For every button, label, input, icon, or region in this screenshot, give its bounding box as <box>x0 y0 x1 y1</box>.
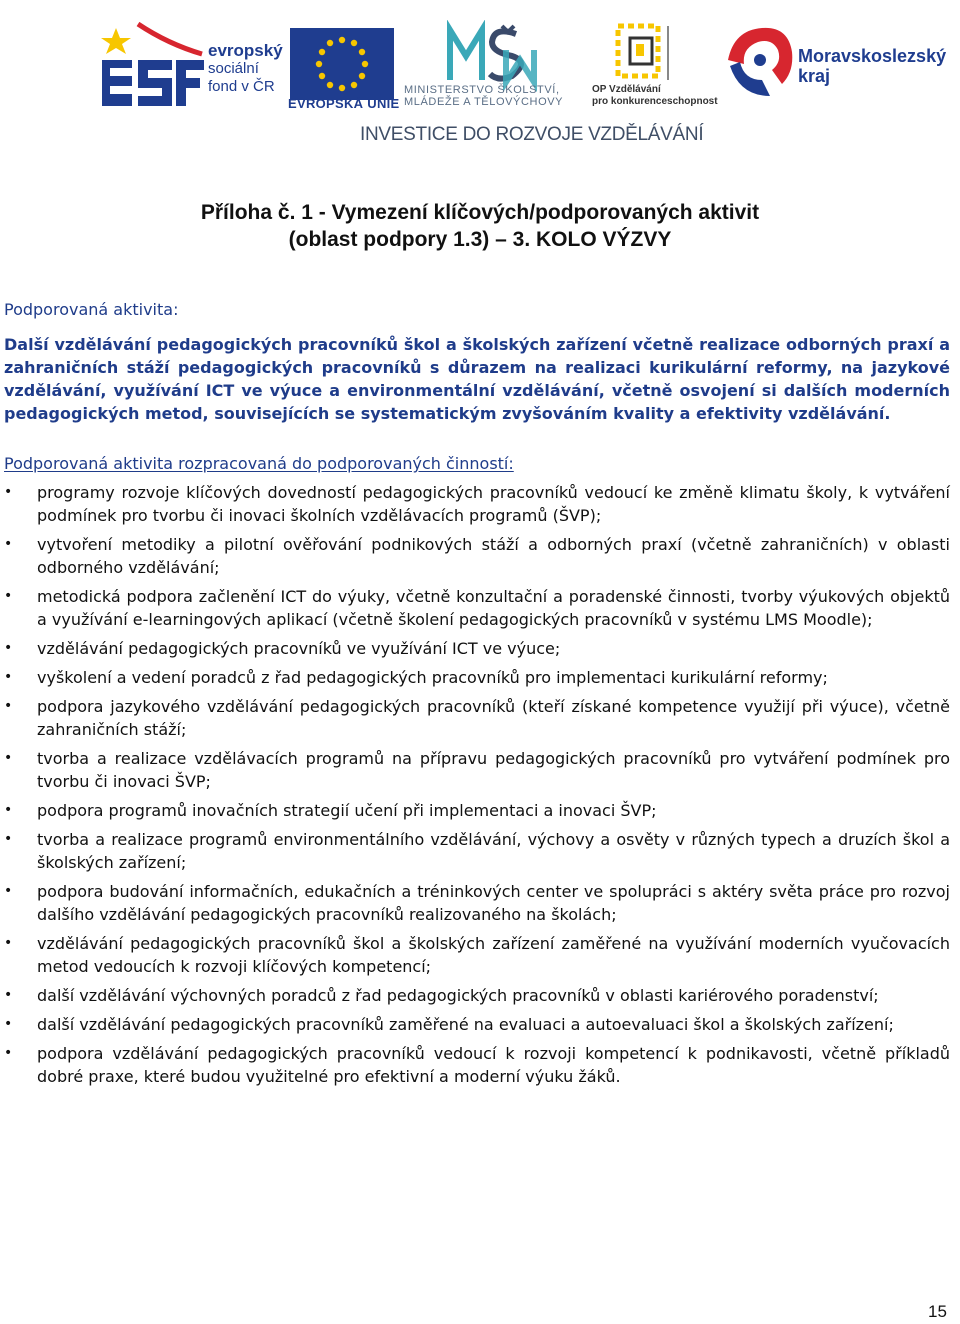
bullet-icon: • <box>4 987 13 1003</box>
bullet-icon: • <box>4 802 13 818</box>
esf-logo-text <box>208 42 283 96</box>
investice-slogan: INVESTICE DO ROZVOJE VZDĚLÁVÁNÍ <box>360 124 704 145</box>
list-item-text: metodická podpora začlenění ICT do výuky, včetně konzultační a poradenské činnosti, tvorby výukových objektů a využívání e-learningových aplikací (včetně školení pedagogických pracovníků v systému LMS Moodle); <box>37 587 950 629</box>
msmt-line-1: MINISTERSTVO ŠKOLSTVÍ, <box>404 84 560 96</box>
bullet-icon: • <box>4 536 13 552</box>
msk-logo-text <box>798 46 946 86</box>
bullet-icon: • <box>4 640 13 656</box>
list-item <box>0 799 950 822</box>
msmt-logo-text <box>404 84 563 108</box>
msmt-line-2: MLÁDEŽE A TĚLOVÝCHOVY <box>404 96 564 108</box>
op-logo-text <box>592 84 718 108</box>
bullet-icon: • <box>4 669 13 685</box>
list-item-text: programy rozvoje klíčových dovedností pedagogických pracovníků vedoucí ke změně klimatu školy, k vytváření podmínek pro tvorbu či inovaci školních vzdělávacích programů (ŠVP); <box>37 483 950 525</box>
list-item-text: podpora jazykového vzdělávání pedagogických pracovníků (kteří získané kompetence využijí při výuce), včetně zahraničních stáží; <box>37 697 950 739</box>
list-item <box>0 880 950 926</box>
bullet-icon: • <box>4 588 13 604</box>
esf-line-2: sociální <box>208 60 259 77</box>
bullet-icon: • <box>4 698 13 714</box>
bullet-icon: • <box>4 484 13 500</box>
list-item-text: podpora programů inovačních strategií učení při implementaci a inovaci ŠVP; <box>37 801 657 820</box>
list-item-text: další vzdělávání výchovných poradců z řad pedagogických pracovníků v oblasti kariérového poradenství; <box>37 986 879 1005</box>
esf-line-1: evropský <box>208 41 283 60</box>
bullet-icon: • <box>4 750 13 766</box>
list-item-text: vzdělávání pedagogických pracovníků ve využívání ICT ve výuce; <box>37 639 561 658</box>
bullet-icon: • <box>4 883 13 899</box>
list-item <box>0 533 950 579</box>
list-item <box>0 1013 950 1036</box>
bullet-icon: • <box>4 1016 13 1032</box>
op-line-2: pro konkurenceschopnost <box>592 96 718 107</box>
list-item-text: podpora vzdělávání pedagogických pracovníků vedoucí k rozvoji kompetencí k podnikavosti, včetně příkladů dobré praxe, které budou využitelné pro efektivní a moderní výuku žáků. <box>37 1044 950 1086</box>
list-item-text: vyškolení a vedení poradců z řad pedagogických pracovníků pro implementaci kurikulární reformy; <box>37 668 828 687</box>
list-item <box>0 585 950 631</box>
list-item <box>0 932 950 978</box>
list-item-text: tvorba a realizace programů environmentálního vzdělávání, výchovy a osvěty v různých typech a druzích škol a školských zařízení; <box>37 830 950 872</box>
list-item <box>0 828 950 874</box>
list-item <box>0 984 950 1007</box>
list-item <box>0 1042 950 1088</box>
supported-activity-text: Další vzdělávání pedagogických pracovníků škol a školských zařízení včetně realizace odborných praxí a zahraničních stáží pedagogických pracovníků s důrazem na realizaci kurikulární reformy, na jazykové vzdělávání, využívání ICT ve výuce a environmentální vzdělávání, včetně osvojení si dalších moderních pedagogických metod, souvisejících se systematickým zvyšováním kvality a efektivity vzdělávání. <box>4 335 950 423</box>
activity-list <box>0 481 960 1094</box>
bullet-icon: • <box>4 1045 13 1061</box>
list-item-text: vzdělávání pedagogických pracovníků škol a školských zařízení zaměřené na využívání moderních vyučovacích metod vedoucích k rozvoji klíčových kompetencí; <box>37 934 950 976</box>
msk-line-1: Moravskoslezský <box>798 46 947 66</box>
eu-flag-icon <box>290 24 394 104</box>
document-subtitle: (oblast podpory 1.3) – 3. KOLO VÝZVY <box>288 228 672 251</box>
header-banner <box>92 8 950 158</box>
msk-logo-icon <box>720 20 796 102</box>
list-item-text: podpora budování informačních, edukačních a tréninkových center ve spolupráci s aktéry světa práce pro rozvoj dalšího vzdělávání pedagogických pracovníků realizovaného na školách; <box>37 882 950 924</box>
list-item <box>0 637 950 660</box>
esf-line-3: fond v ČR <box>208 78 275 95</box>
list-item-text: vytvoření metodiky a pilotní ověřování podnikových stáží a odborných praxí (včetně zahraničních) v oblasti odborného vzdělávání; <box>37 535 950 577</box>
page-number: 15 <box>928 1302 947 1321</box>
eu-label: EVROPSKÁ UNIE <box>288 96 400 111</box>
msk-line-2: kraj <box>798 66 831 86</box>
detailed-activities-label: Podporovaná aktivita rozpracovaná do podporovaných činností: <box>4 454 514 473</box>
list-item <box>0 666 950 689</box>
list-item-text: tvorba a realizace vzdělávacích programů na přípravu pedagogických pracovníků pro vytváření podmínek pro tvorbu či inovaci ŠVP; <box>37 749 950 791</box>
list-item <box>0 747 950 793</box>
list-item <box>0 695 950 741</box>
msmt-logo-icon <box>446 20 542 92</box>
list-item <box>0 481 950 527</box>
bullet-icon: • <box>4 935 13 951</box>
supported-activity-label: Podporovaná aktivita: <box>4 300 179 319</box>
bullet-icon: • <box>4 831 13 847</box>
op-line-1: OP Vzdělávání <box>592 84 661 95</box>
list-item-text: další vzdělávání pedagogických pracovníků zaměřené na evaluaci a autoevaluaci škol a školských zařízení; <box>37 1015 894 1034</box>
document-title: Příloha č. 1 - Vymezení klíčových/podporovaných aktivit <box>200 201 760 224</box>
esf-logo-icon <box>98 20 206 116</box>
